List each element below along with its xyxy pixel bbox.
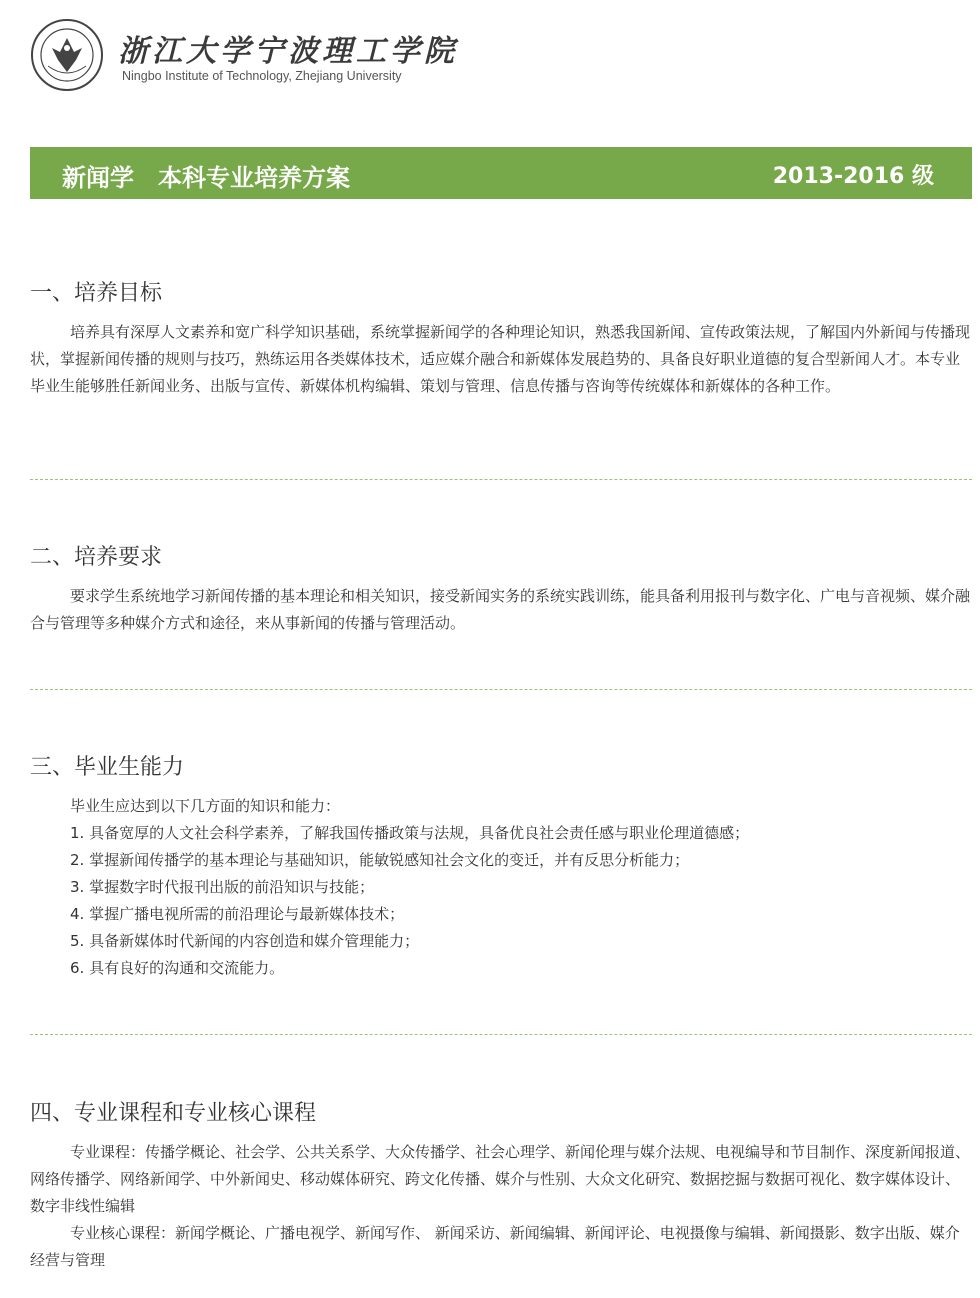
ability-list: [30, 793, 970, 982]
section-paragraph: 要求学生系统地学习新闻传播的基本理论和相关知识，接受新闻实务的系统实践训练，能具备利用报刊与数字化、广电与音视频、媒介融合与管理等多种媒介方式和途径，来从事新闻的传播与管理活动。: [30, 587, 971, 632]
section-divider: [30, 1034, 972, 1035]
list-item: 2. 掌握新闻传播学的基本理论与基础知识，能敏锐感知社会文化的变迁，并有反思分析能力；: [70, 851, 690, 869]
school-name-en: Ningbo Institute of Technology, Zhejiang University: [122, 69, 402, 83]
section-divider: [30, 479, 972, 480]
list-item: 1. 具备宽厚的人文社会科学素养，了解我国传播政策与法规，具备优良社会责任感与职业伦理道德感；: [70, 824, 750, 842]
section-paragraph: 培养具有深厚人文素养和宽广科学知识基础，系统掌握新闻学的各种理论知识，熟悉我国新闻、宣传政策法规，了解国内外新闻与传播现状，掌握新闻传播的规则与技巧，熟练运用各类媒体技术，适应媒介融合和新媒体发展趋势的、具备良好职业道德的复合型新闻人才。本专业毕业生能够胜任新闻业务、出版与宣传、新媒体机构编辑、策划与管理、信息传播与咨询等传统媒体和新媒体的各种工作。: [30, 323, 971, 395]
university-seal-icon: [30, 18, 104, 92]
list-item: 6. 具有良好的沟通和交流能力。: [70, 959, 285, 977]
list-item: 5. 具备新媒体时代新闻的内容创造和媒介管理能力；: [70, 932, 420, 950]
school-name-cn: 浙江大学宁波理工学院: [118, 34, 458, 69]
section-courses: [30, 1096, 970, 1274]
section-title: 二、培养要求: [30, 545, 163, 570]
section-abilities: [30, 750, 970, 982]
section-title: 一、培养目标: [30, 281, 163, 306]
section-title: 四、专业课程和专业核心课程: [30, 1101, 317, 1126]
plan-name: 本科专业培养方案: [158, 164, 350, 192]
section-paragraph: 专业课程：传播学概论、社会学、公共关系学、大众传播学、社会心理学、新闻伦理与媒介法规、电视编导和节目制作、深度新闻报道、网络传播学、网络新闻学、中外新闻史、移动媒体研究、跨文化传播、媒介与性别、大众文化研究、数据挖掘与数据可视化、数字媒体设计、数字非线性编辑: [30, 1143, 971, 1215]
section-goals: [30, 276, 970, 400]
list-item: 3. 掌握数字时代报刊出版的前沿知识与技能；: [70, 878, 375, 896]
section-divider: [30, 689, 972, 690]
banner-title: [62, 158, 350, 193]
section-requirements: [30, 540, 970, 637]
page-header: [30, 14, 550, 94]
list-item: 4. 掌握广播电视所需的前沿理论与最新媒体技术；: [70, 905, 405, 923]
section-paragraph: 专业核心课程：新闻学概论、广播电视学、新闻写作、 新闻采访、新闻编辑、新闻评论、电视摄像与编辑、新闻摄影、数字出版、媒介经营与管理: [30, 1224, 960, 1269]
grade-label: 2013-2016 级: [772, 164, 934, 189]
major-name: 新闻学: [62, 164, 134, 192]
ability-intro: 毕业生应达到以下几方面的知识和能力：: [70, 797, 341, 815]
title-banner: [30, 147, 972, 199]
section-title: 三、毕业生能力: [30, 755, 185, 780]
